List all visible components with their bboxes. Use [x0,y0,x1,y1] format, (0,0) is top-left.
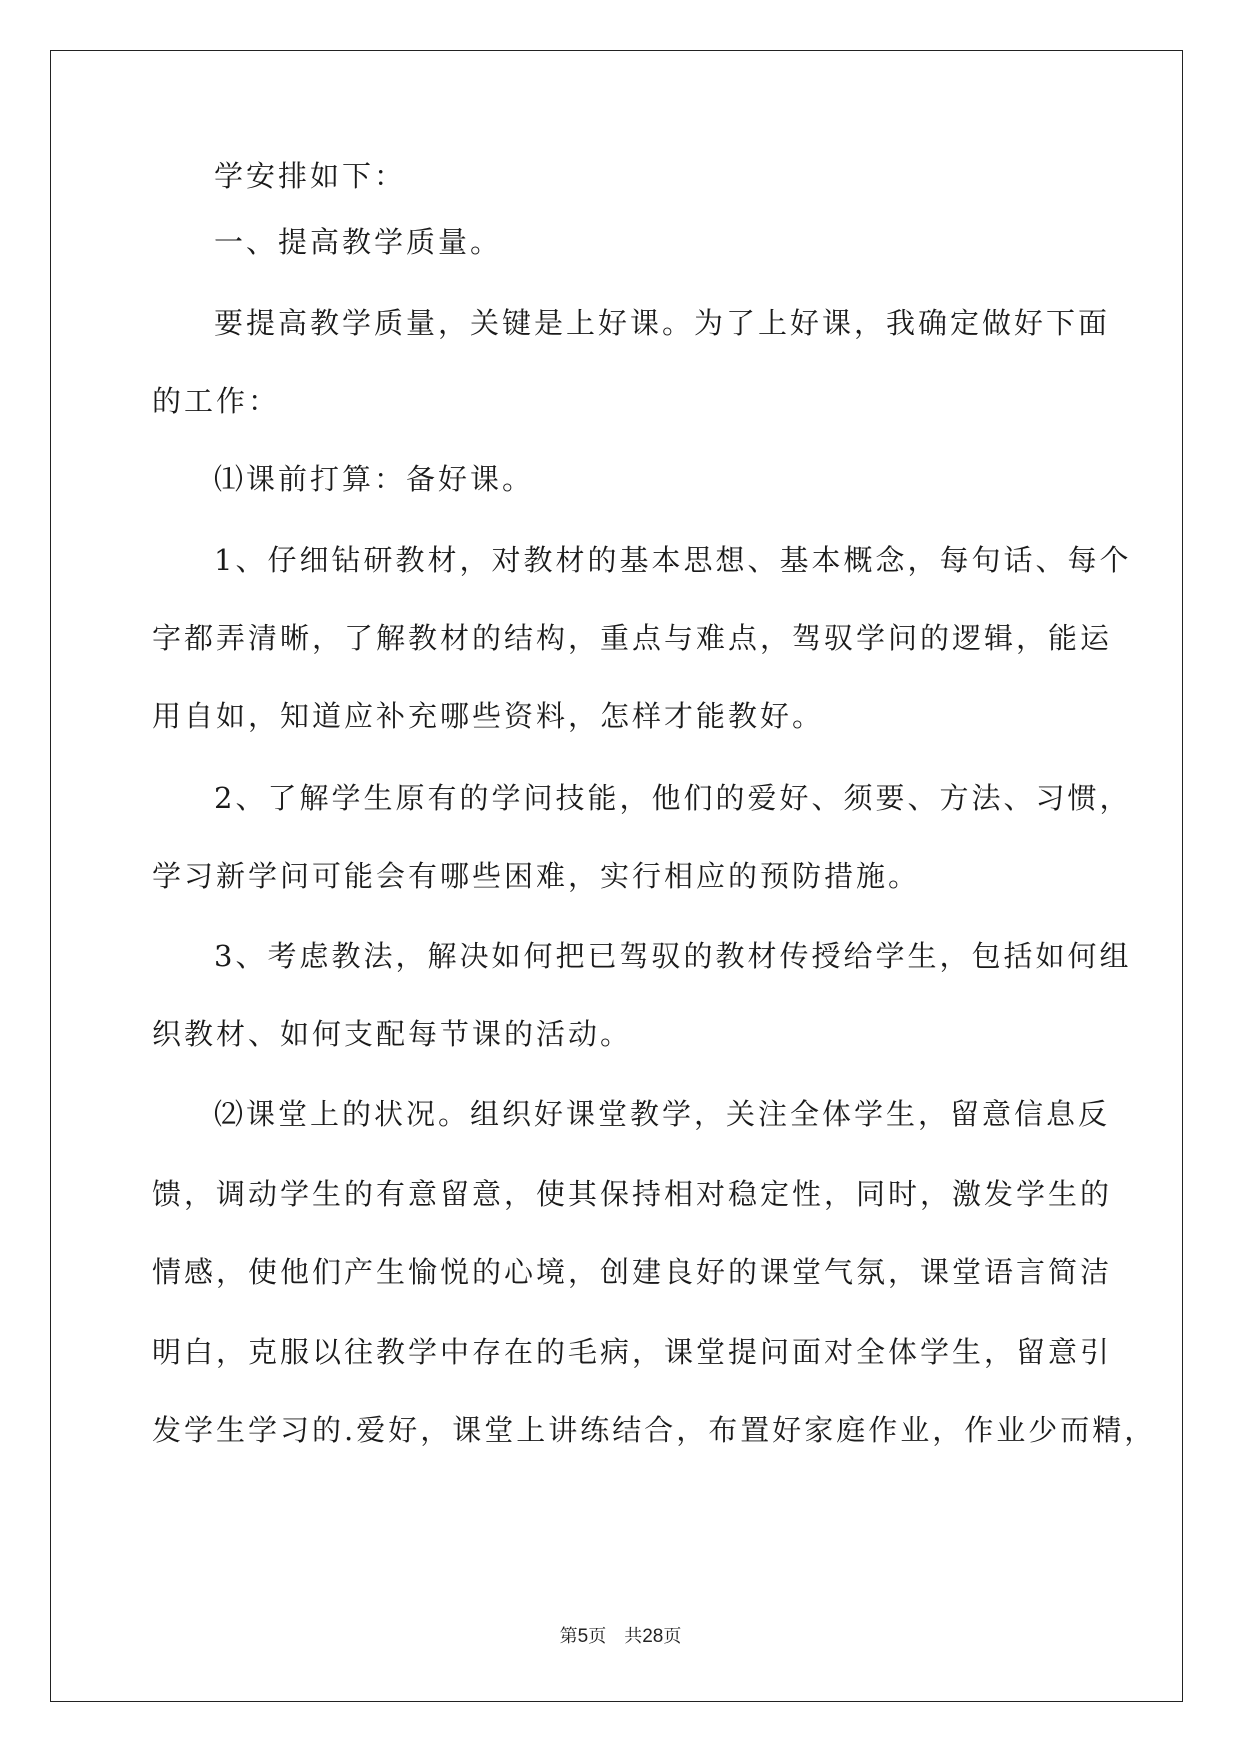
text-line: 学安排如下： [214,159,407,193]
total-suffix: 页 [663,1626,682,1646]
page-suffix: 页 [588,1626,607,1646]
text-line: ⑴课前打算：备好课。 [214,462,535,496]
text-line: 2、了解学生原有的学问技能，他们的爱好、须要、方法、习惯， [214,781,1132,815]
page-footer [0,1622,1241,1648]
text-line: 用自如，知道应补充哪些资料，怎样才能教好。 [152,699,825,733]
text-line: 字都弄清晰，了解教材的结构，重点与难点，驾驭学问的逻辑，能运 [152,621,1113,655]
total-pages: 28 [642,1626,664,1647]
text-line: 的工作： [152,384,281,418]
text-line: 1、仔细钻研教材，对教材的基本思想、基本概念，每句话、每个 [214,543,1132,577]
text-line: 3、考虑教法，解决如何把已驾驭的教材传授给学生，包括如何组 [214,939,1132,973]
page-number: 5 [577,1626,589,1647]
page-prefix: 第 [559,1626,578,1646]
text-line: 馈，调动学生的有意留意，使其保持相对稳定性，同时，激发学生的 [152,1177,1113,1211]
text-line: 一、提高教学质量。 [214,225,503,259]
text-line: 情感，使他们产生愉悦的心境，创建良好的课堂气氛，课堂语言简洁 [152,1255,1113,1289]
text-line: 要提高教学质量，关键是上好课。为了上好课，我确定做好下面 [214,306,1111,340]
text-line: 明白，克服以往教学中存在的毛病，课堂提问面对全体学生，留意引 [152,1335,1113,1369]
text-line: 发学生学习的.爱好，课堂上讲练结合，布置好家庭作业，作业少而精， [152,1413,1157,1447]
text-line: ⑵课堂上的状况。组织好课堂教学，关注全体学生，留意信息反 [214,1097,1111,1131]
text-line: 织教材、如何支配每节课的活动。 [152,1017,633,1051]
text-line: 学习新学问可能会有哪些困难，实行相应的预防措施。 [152,859,921,893]
total-prefix: 共 [624,1626,643,1646]
